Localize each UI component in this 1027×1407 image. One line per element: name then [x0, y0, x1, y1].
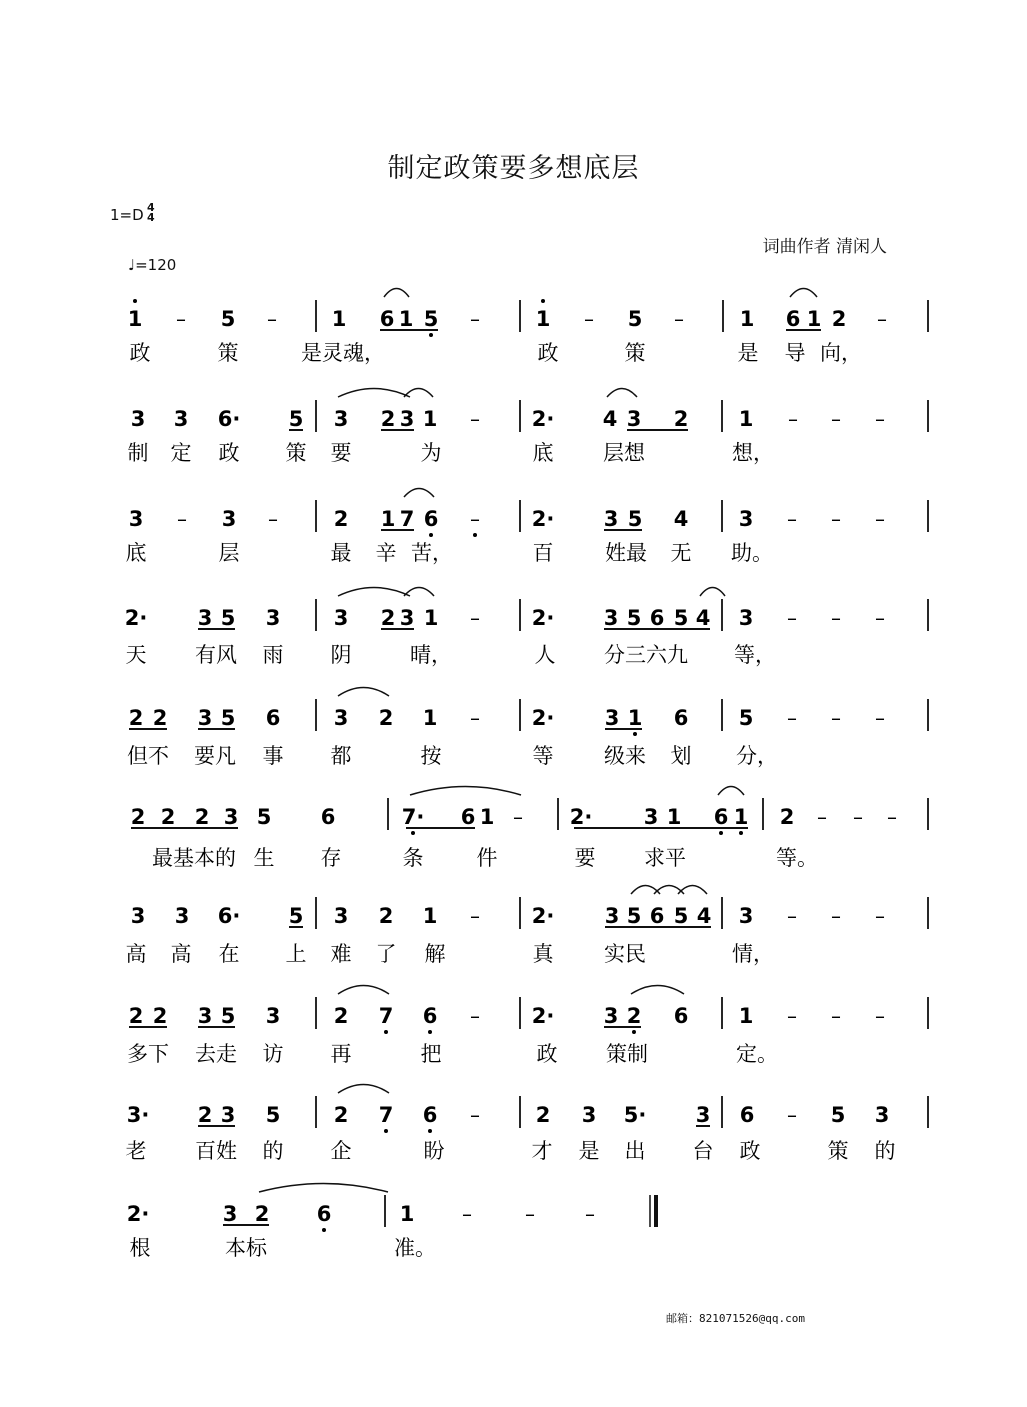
- note-symbol: 3: [197, 1004, 213, 1028]
- lyric-word: 策制: [606, 1042, 648, 1066]
- note-symbol: 5: [220, 1004, 236, 1028]
- lyric-word: 求平: [644, 846, 686, 870]
- note-symbol: 2: [673, 407, 689, 431]
- note-symbol: 3: [333, 904, 349, 928]
- note-symbol: 3: [265, 1004, 281, 1028]
- composer-credit: 词曲作者 清闲人: [762, 237, 887, 257]
- slur-tie: [338, 986, 389, 995]
- lyric-word: 策: [827, 1139, 849, 1163]
- note-symbol: 5: [288, 904, 304, 928]
- note-symbol: 5: [626, 904, 642, 928]
- lyric-word: 存: [320, 846, 342, 870]
- note-symbol: 3: [603, 1004, 619, 1028]
- note-symbol: 1: [739, 307, 755, 331]
- lyric-word: 企: [330, 1139, 352, 1163]
- lyric-word: 盼: [423, 1139, 445, 1163]
- lyric-word: 再: [330, 1042, 352, 1066]
- note-symbol: 1: [422, 904, 438, 928]
- note-symbol: 4: [673, 507, 689, 531]
- lyric-word: 才: [531, 1139, 553, 1163]
- low-octave-dot: [473, 533, 477, 537]
- note-symbol: 3: [265, 606, 281, 630]
- sustain-dash: –: [787, 1004, 797, 1028]
- note-symbol: 6: [460, 805, 476, 829]
- time-signature-top: 4: [147, 201, 155, 214]
- song-title: 制定政策要多想底层: [387, 153, 640, 184]
- note-symbol: 3: [738, 507, 754, 531]
- slur-tie: [259, 1184, 388, 1193]
- lyric-word: 策: [285, 441, 307, 465]
- sustain-dash: –: [513, 805, 523, 829]
- note-symbol: 5: [256, 805, 272, 829]
- lyric-word: 真: [532, 942, 554, 966]
- note-symbol: 2: [130, 805, 146, 829]
- lyric-word: 政: [739, 1139, 761, 1163]
- sustain-dash: –: [875, 407, 885, 431]
- sustain-dash: –: [875, 1004, 885, 1028]
- note-symbol: 1: [738, 407, 754, 431]
- lyric-word: 在: [218, 942, 240, 966]
- lyric-word: 辛: [375, 541, 397, 565]
- lyric-word: 制: [127, 441, 149, 465]
- sustain-dash: –: [853, 805, 863, 829]
- note-symbol: 5: [220, 706, 236, 730]
- note-symbol: 1: [380, 507, 396, 531]
- note-symbol: 5: [220, 606, 236, 630]
- lyric-word: 分三六九: [604, 643, 688, 667]
- sustain-dash: –: [674, 307, 684, 331]
- note-symbol: 5: [627, 307, 643, 331]
- low-octave-dot: [632, 1030, 636, 1034]
- note-symbol: 2·: [124, 606, 148, 630]
- low-octave-dot: [428, 1030, 432, 1034]
- note-symbol: 2: [380, 407, 396, 431]
- note-symbol: 1: [423, 606, 439, 630]
- note-symbol: 2·: [126, 1202, 150, 1226]
- lyric-word: 政: [536, 1042, 558, 1066]
- note-symbol: 3: [130, 407, 146, 431]
- lyric-word: 根: [129, 1236, 151, 1260]
- note-symbol: 2·: [569, 805, 593, 829]
- lyric-word: 的: [874, 1139, 896, 1163]
- low-octave-dot: [739, 831, 743, 835]
- contact-email: 邮箱：821071526@qq.com: [666, 1312, 805, 1325]
- lyric-word: 策: [217, 341, 239, 365]
- note-symbol: 1: [127, 307, 143, 331]
- lyric-word: 本标: [225, 1236, 267, 1260]
- note-symbol: 2: [160, 805, 176, 829]
- lyric-word: 底: [125, 541, 147, 565]
- note-symbol: 6: [422, 1004, 438, 1028]
- low-octave-dot: [384, 1129, 388, 1133]
- note-symbol: 5: [288, 407, 304, 431]
- slur-tie: [338, 588, 410, 597]
- note-symbol: 5: [220, 307, 236, 331]
- key-signature: 1=D: [110, 206, 144, 224]
- lyric-word: 高: [170, 942, 192, 966]
- lyric-word: 政: [537, 341, 559, 365]
- note-symbol: 2·: [531, 904, 555, 928]
- lyric-word: 姓最: [605, 541, 647, 565]
- note-symbol: 2: [152, 1004, 168, 1028]
- note-symbol: 3: [399, 407, 415, 431]
- lyric-word: 阴: [330, 643, 352, 667]
- high-octave-dot: [133, 299, 137, 303]
- lyric-word: 把: [420, 1042, 442, 1066]
- low-octave-dot: [322, 1228, 326, 1232]
- note-symbol: 1: [331, 307, 347, 331]
- lyric-word: 百: [532, 541, 554, 565]
- sustain-dash: –: [875, 606, 885, 630]
- note-symbol: 6: [422, 1103, 438, 1127]
- time-signature-bottom: 4: [147, 211, 155, 224]
- note-symbol: 2·: [531, 407, 555, 431]
- lyric-word: 解: [424, 942, 446, 966]
- note-symbol: 2: [779, 805, 795, 829]
- sustain-dash: –: [831, 904, 841, 928]
- note-symbol: 5: [673, 904, 689, 928]
- note-symbol: 3: [197, 606, 213, 630]
- note-symbol: 3·: [126, 1103, 150, 1127]
- lyric-word: 老: [125, 1139, 147, 1163]
- note-symbol: 7: [378, 1004, 394, 1028]
- note-symbol: 3: [223, 805, 239, 829]
- low-octave-dot: [411, 831, 415, 835]
- note-symbol: 4: [695, 606, 711, 630]
- note-symbol: 3: [128, 507, 144, 531]
- lyric-word: 多下: [127, 1042, 169, 1066]
- lyric-word: 是灵魂，: [301, 341, 385, 365]
- sustain-dash: –: [875, 507, 885, 531]
- lyric-word: 上: [285, 942, 307, 966]
- slur-tie: [410, 787, 521, 796]
- note-symbol: 1: [422, 706, 438, 730]
- note-symbol: 3: [197, 706, 213, 730]
- sustain-dash: –: [877, 307, 887, 331]
- sustain-dash: –: [831, 606, 841, 630]
- lyric-word: 要凡: [194, 744, 236, 768]
- note-symbol: 2: [194, 805, 210, 829]
- lyric-word: 实民: [604, 942, 646, 966]
- sustain-dash: –: [585, 1202, 595, 1226]
- note-symbol: 5: [673, 606, 689, 630]
- note-symbol: 5·: [623, 1103, 647, 1127]
- note-symbol: 6: [265, 706, 281, 730]
- note-symbol: 2: [333, 507, 349, 531]
- sustain-dash: –: [470, 606, 480, 630]
- slur-tie: [700, 588, 725, 597]
- slur-tie: [404, 489, 434, 498]
- note-symbol: 1: [738, 1004, 754, 1028]
- lyric-word: 苦，: [411, 541, 453, 565]
- sustain-dash: –: [875, 706, 885, 730]
- sustain-dash: –: [831, 507, 841, 531]
- slur-tie: [338, 389, 410, 398]
- low-octave-dot: [719, 831, 723, 835]
- note-symbol: 2: [378, 904, 394, 928]
- note-symbol: 1: [398, 307, 414, 331]
- note-symbol: 7·: [401, 805, 425, 829]
- note-symbol: 3: [220, 1103, 236, 1127]
- note-symbol: 1: [479, 805, 495, 829]
- lyric-word: 要: [574, 846, 596, 870]
- note-symbol: 3: [695, 1103, 711, 1127]
- note-symbol: 5: [830, 1103, 846, 1127]
- lyric-word: 底: [532, 441, 554, 465]
- lyric-word: 生: [253, 846, 275, 870]
- lyric-word: 晴，: [410, 643, 452, 667]
- note-symbol: 6: [713, 805, 729, 829]
- note-symbol: 7: [378, 1103, 394, 1127]
- note-symbol: 6: [320, 805, 336, 829]
- lyric-word: 是: [578, 1139, 600, 1163]
- note-symbol: 3: [874, 1103, 890, 1127]
- note-symbol: 2·: [531, 706, 555, 730]
- note-symbol: 3: [581, 1103, 597, 1127]
- note-symbol: 2: [831, 307, 847, 331]
- note-symbol: 3: [604, 904, 620, 928]
- note-symbol: 6: [785, 307, 801, 331]
- sustain-dash: –: [177, 507, 187, 531]
- low-octave-dot: [429, 333, 433, 337]
- sustain-dash: –: [788, 407, 798, 431]
- lyric-word: 高: [125, 942, 147, 966]
- sustain-dash: –: [462, 1202, 472, 1226]
- note-symbol: 3: [173, 407, 189, 431]
- sustain-dash: –: [787, 606, 797, 630]
- note-symbol: 3: [333, 407, 349, 431]
- note-symbol: 3: [626, 407, 642, 431]
- note-symbol: 2: [535, 1103, 551, 1127]
- note-symbol: 2: [380, 606, 396, 630]
- note-symbol: 3: [221, 507, 237, 531]
- lyric-word: 人: [534, 643, 556, 667]
- lyric-word: 去走: [195, 1042, 237, 1066]
- lyric-word: 台: [692, 1139, 714, 1163]
- note-symbol: 1: [733, 805, 749, 829]
- note-symbol: 6: [673, 1004, 689, 1028]
- slur-tie: [631, 986, 684, 995]
- sustain-dash: –: [470, 307, 480, 331]
- note-symbol: 1: [422, 407, 438, 431]
- high-octave-dot: [541, 299, 545, 303]
- sustain-dash: –: [817, 805, 827, 829]
- note-symbol: 2: [333, 1103, 349, 1127]
- lyric-word: 按: [420, 744, 442, 768]
- note-symbol: 6: [316, 1202, 332, 1226]
- lyric-word: 层想: [603, 441, 645, 465]
- note-symbol: 4: [696, 904, 712, 928]
- note-symbol: 6·: [217, 407, 241, 431]
- sustain-dash: –: [887, 805, 897, 829]
- slur-tie: [607, 389, 637, 398]
- note-symbol: 3: [174, 904, 190, 928]
- slur-tie: [338, 1085, 389, 1094]
- sustain-dash: –: [831, 407, 841, 431]
- sustain-dash: –: [831, 1004, 841, 1028]
- sustain-dash: –: [470, 1004, 480, 1028]
- sustain-dash: –: [470, 904, 480, 928]
- lyric-word: 策: [624, 341, 646, 365]
- note-symbol: 6·: [217, 904, 241, 928]
- lyric-word: 等，: [734, 643, 776, 667]
- note-symbol: 4: [602, 407, 618, 431]
- note-symbol: 3: [603, 507, 619, 531]
- note-symbol: 6: [673, 706, 689, 730]
- slur-tie: [338, 688, 389, 697]
- sustain-dash: –: [787, 706, 797, 730]
- note-symbol: 1: [627, 706, 643, 730]
- lyric-word: 政: [218, 441, 240, 465]
- note-symbol: 2: [197, 1103, 213, 1127]
- sustain-dash: –: [470, 407, 480, 431]
- note-symbol: 3: [738, 606, 754, 630]
- note-symbol: 3: [333, 606, 349, 630]
- note-symbol: 2: [333, 1004, 349, 1028]
- note-symbol: 2: [152, 706, 168, 730]
- lyric-word: 但不: [127, 744, 169, 768]
- lyric-word: 情，: [732, 942, 774, 966]
- note-symbol: 3: [333, 706, 349, 730]
- sustain-dash: –: [584, 307, 594, 331]
- lyric-word: 想，: [732, 441, 774, 465]
- slur-tie: [718, 787, 744, 796]
- lyric-word: 无: [670, 541, 692, 565]
- lyric-word: 事: [262, 744, 284, 768]
- note-symbol: 5: [423, 307, 439, 331]
- note-symbol: 1: [535, 307, 551, 331]
- lyric-word: 雨: [262, 643, 284, 667]
- sustain-dash: –: [176, 307, 186, 331]
- lyric-word: 准。: [394, 1236, 436, 1260]
- lyric-word: 划: [670, 744, 692, 768]
- note-symbol: 2·: [531, 1004, 555, 1028]
- lyric-word: 最基本的: [152, 846, 236, 870]
- note-symbol: 5: [627, 507, 643, 531]
- lyric-word: 定。: [736, 1042, 778, 1066]
- note-symbol: 1: [806, 307, 822, 331]
- lyric-word: 等。: [776, 846, 818, 870]
- lyric-word: 都: [330, 744, 352, 768]
- note-symbol: 2·: [531, 507, 555, 531]
- sustain-dash: –: [787, 1103, 797, 1127]
- lyric-word: 条: [402, 846, 424, 870]
- note-symbol: 6: [739, 1103, 755, 1127]
- lyric-word: 分，: [736, 744, 778, 768]
- note-symbol: 5: [265, 1103, 281, 1127]
- low-octave-dot: [429, 533, 433, 537]
- low-octave-dot: [384, 1030, 388, 1034]
- note-symbol: 1: [399, 1202, 415, 1226]
- sustain-dash: –: [787, 904, 797, 928]
- note-symbol: 2: [128, 706, 144, 730]
- lyric-word: 等: [532, 744, 554, 768]
- lyric-word: 导: [784, 341, 806, 365]
- sustain-dash: –: [831, 706, 841, 730]
- lyric-word: 件: [476, 846, 498, 870]
- lyric-word: 了: [375, 942, 397, 966]
- lyric-word: 的: [262, 1139, 284, 1163]
- note-symbol: 6: [649, 904, 665, 928]
- lyric-word: 是: [737, 341, 759, 365]
- note-symbol: 2·: [531, 606, 555, 630]
- note-symbol: 7: [399, 507, 415, 531]
- note-symbol: 2: [254, 1202, 270, 1226]
- sustain-dash: –: [268, 507, 278, 531]
- tempo-value: =120: [135, 256, 177, 274]
- note-symbol: 3: [399, 606, 415, 630]
- lyric-word: 为: [420, 441, 442, 465]
- note-symbol: 3: [604, 706, 620, 730]
- note-symbol: 3: [738, 904, 754, 928]
- low-octave-dot: [633, 732, 637, 736]
- lyric-word: 最: [330, 541, 352, 565]
- lyric-word: 出: [624, 1139, 646, 1163]
- note-symbol: 5: [738, 706, 754, 730]
- note-symbol: 1: [666, 805, 682, 829]
- lyric-word: 定: [170, 441, 192, 465]
- sustain-dash: –: [267, 307, 277, 331]
- quarter-note-icon: ♩: [128, 256, 136, 274]
- lyric-word: 向，: [820, 341, 862, 365]
- lyric-word: 层: [218, 541, 240, 565]
- note-symbol: 2: [378, 706, 394, 730]
- low-octave-dot: [428, 1129, 432, 1133]
- sustain-dash: –: [875, 904, 885, 928]
- sustain-dash: –: [525, 1202, 535, 1226]
- lyric-word: 要: [330, 441, 352, 465]
- note-symbol: 2: [128, 1004, 144, 1028]
- note-symbol: 6: [649, 606, 665, 630]
- sustain-dash: –: [470, 507, 480, 531]
- sustain-dash: –: [470, 706, 480, 730]
- sustain-dash: –: [787, 507, 797, 531]
- note-symbol: 2: [626, 1004, 642, 1028]
- note-symbol: 5: [626, 606, 642, 630]
- lyric-word: 级来: [604, 744, 646, 768]
- note-symbol: 6: [423, 507, 439, 531]
- lyric-word: 政: [129, 341, 151, 365]
- lyric-word: 助。: [731, 541, 773, 565]
- sustain-dash: –: [470, 1103, 480, 1127]
- lyric-word: 百姓: [195, 1139, 237, 1163]
- note-symbol: 3: [643, 805, 659, 829]
- lyric-word: 天: [125, 643, 147, 667]
- slur-tie: [384, 289, 409, 298]
- lyric-word: 有风: [195, 643, 237, 667]
- slur-tie: [790, 289, 817, 298]
- note-symbol: 3: [603, 606, 619, 630]
- note-symbol: 3: [130, 904, 146, 928]
- note-symbol: 3: [222, 1202, 238, 1226]
- note-symbol: 6: [379, 307, 395, 331]
- lyric-word: 难: [330, 942, 352, 966]
- lyric-word: 访: [262, 1042, 284, 1066]
